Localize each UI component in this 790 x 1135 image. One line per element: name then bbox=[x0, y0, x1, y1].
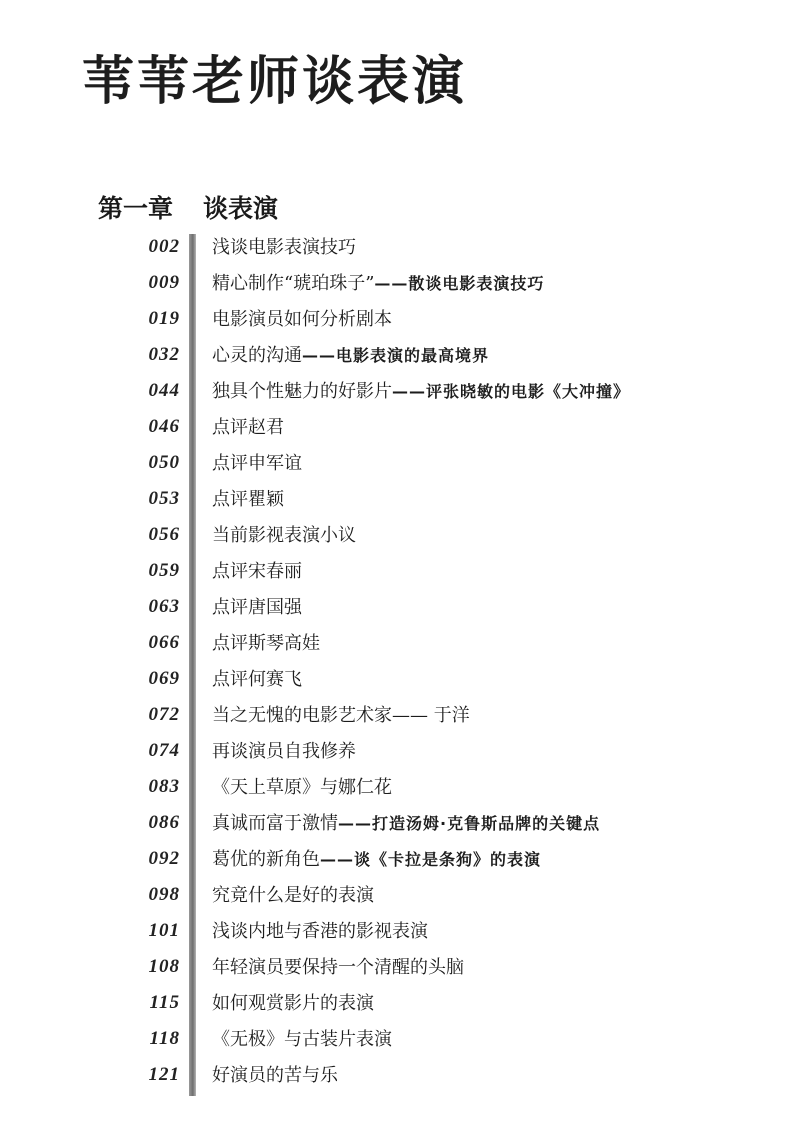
table-of-contents bbox=[0, 230, 790, 1094]
toc-entry[interactable] bbox=[0, 806, 790, 842]
toc-entry-text bbox=[212, 557, 302, 583]
toc-entry-title: 精心制作“琥珀珠子” bbox=[212, 273, 375, 294]
toc-page-number: 009 bbox=[148, 272, 180, 293]
toc-entry[interactable] bbox=[0, 482, 790, 518]
toc-entry-title: 点评申军谊 bbox=[212, 453, 302, 474]
toc-page-number: 074 bbox=[148, 740, 180, 761]
toc-entry-title: 点评何赛飞 bbox=[212, 669, 302, 690]
toc-entry[interactable] bbox=[0, 554, 790, 590]
toc-entry-text bbox=[212, 341, 489, 367]
toc-entry[interactable] bbox=[0, 230, 790, 266]
toc-entry[interactable] bbox=[0, 734, 790, 770]
toc-entry[interactable] bbox=[0, 986, 790, 1022]
toc-entry[interactable] bbox=[0, 518, 790, 554]
toc-page-number: 063 bbox=[148, 596, 180, 617]
toc-entry[interactable] bbox=[0, 302, 790, 338]
chapter-title: 谈表演 bbox=[203, 194, 279, 223]
toc-page-number: 050 bbox=[148, 452, 180, 473]
toc-entry-text bbox=[212, 449, 302, 475]
toc-entry[interactable] bbox=[0, 878, 790, 914]
toc-entry[interactable] bbox=[0, 626, 790, 662]
toc-entry-text bbox=[212, 989, 374, 1015]
toc-entry-text bbox=[212, 593, 302, 619]
toc-entry-title: 点评唐国强 bbox=[212, 597, 302, 618]
toc-entry-title: 真诚而富于激情 bbox=[212, 813, 338, 834]
book-title: 苇苇老师谈表演 bbox=[82, 52, 468, 112]
toc-entry[interactable] bbox=[0, 698, 790, 734]
toc-entry-text bbox=[212, 521, 356, 547]
toc-entry-text bbox=[212, 917, 428, 943]
toc-page-number: 032 bbox=[148, 344, 180, 365]
toc-page-number: 101 bbox=[148, 920, 180, 941]
toc-entry[interactable] bbox=[0, 590, 790, 626]
toc-entry-title: 好演员的苦与乐 bbox=[212, 1065, 338, 1086]
toc-entry-title: 再谈演员自我修养 bbox=[212, 741, 356, 762]
toc-entry-text bbox=[212, 1025, 392, 1051]
toc-entry-title: 点评瞿颖 bbox=[212, 489, 284, 510]
toc-entry-text bbox=[212, 233, 356, 259]
chapter-number: 第一章 bbox=[98, 194, 174, 223]
toc-entry-title: 点评宋春丽 bbox=[212, 561, 302, 582]
toc-entry-title: 浅谈电影表演技巧 bbox=[212, 237, 356, 258]
toc-entry-text bbox=[212, 629, 320, 655]
toc-entry[interactable] bbox=[0, 338, 790, 374]
toc-entry-text bbox=[212, 773, 392, 799]
toc-entry-title: 《天上草原》与娜仁花 bbox=[212, 777, 392, 798]
toc-page-number: 108 bbox=[148, 956, 180, 977]
toc-page-number: 046 bbox=[148, 416, 180, 437]
toc-page-number: 086 bbox=[148, 812, 180, 833]
toc-page-number: 083 bbox=[148, 776, 180, 797]
toc-entry[interactable] bbox=[0, 842, 790, 878]
toc-entry-title: 电影演员如何分析剧本 bbox=[212, 309, 392, 330]
toc-page-number: 002 bbox=[148, 236, 180, 257]
toc-entry-title: 独具个性魅力的好影片 bbox=[212, 381, 392, 402]
toc-entry-title: 《无极》与古装片表演 bbox=[212, 1029, 392, 1050]
toc-page-number: 044 bbox=[148, 380, 180, 401]
toc-entry-text bbox=[212, 953, 464, 979]
toc-page-number: 098 bbox=[148, 884, 180, 905]
toc-entry-title: 葛优的新角色 bbox=[212, 849, 320, 870]
toc-entry-subtitle: ——谈《卡拉是条狗》的表演 bbox=[320, 850, 542, 869]
toc-entry-text bbox=[212, 737, 356, 763]
toc-entry-text bbox=[212, 485, 284, 511]
toc-entry-title: 浅谈内地与香港的影视表演 bbox=[212, 921, 428, 942]
toc-entry-title: 当之无愧的电影艺术家—— 于洋 bbox=[212, 705, 470, 726]
toc-page-number: 059 bbox=[148, 560, 180, 581]
toc-page-number: 069 bbox=[148, 668, 180, 689]
toc-entry-subtitle: ——评张晓敏的电影《大冲撞》 bbox=[392, 382, 631, 401]
toc-page-number: 118 bbox=[149, 1028, 180, 1049]
toc-entry-text bbox=[212, 377, 630, 403]
chapter-heading bbox=[98, 196, 278, 221]
toc-entry-text bbox=[212, 881, 374, 907]
toc-entry-text bbox=[212, 845, 541, 871]
toc-entry-text bbox=[212, 269, 544, 295]
toc-page-number: 019 bbox=[148, 308, 180, 329]
toc-page-number: 056 bbox=[148, 524, 180, 545]
toc-page-number: 066 bbox=[148, 632, 180, 653]
toc-entry[interactable] bbox=[0, 662, 790, 698]
toc-entry-subtitle: ——打造汤姆·克鲁斯品牌的关键点 bbox=[338, 814, 601, 833]
toc-entry-title: 心灵的沟通 bbox=[212, 345, 302, 366]
toc-entry-text bbox=[212, 665, 302, 691]
toc-page-number: 072 bbox=[148, 704, 180, 725]
toc-entry-title: 究竟什么是好的表演 bbox=[212, 885, 374, 906]
toc-page-number: 115 bbox=[149, 992, 180, 1013]
toc-entry[interactable] bbox=[0, 1022, 790, 1058]
toc-entry-title: 点评赵君 bbox=[212, 417, 284, 438]
toc-entry-text bbox=[212, 1061, 338, 1087]
toc-entry-title: 当前影视表演小议 bbox=[212, 525, 356, 546]
toc-entry-text bbox=[212, 305, 392, 331]
toc-entry-text bbox=[212, 701, 470, 727]
toc-page-number: 053 bbox=[148, 488, 180, 509]
toc-entry-title: 年轻演员要保持一个清醒的头脑 bbox=[212, 957, 464, 978]
toc-entry[interactable] bbox=[0, 374, 790, 410]
toc-entry[interactable] bbox=[0, 1058, 790, 1094]
toc-page-number: 092 bbox=[148, 848, 180, 869]
toc-entry[interactable] bbox=[0, 446, 790, 482]
toc-entry-title: 如何观赏影片的表演 bbox=[212, 993, 374, 1014]
toc-entry-subtitle: ——电影表演的最高境界 bbox=[302, 346, 490, 365]
toc-entry[interactable] bbox=[0, 266, 790, 302]
toc-entry-subtitle: ——散谈电影表演技巧 bbox=[374, 274, 545, 293]
toc-entry-title: 点评斯琴高娃 bbox=[212, 633, 320, 654]
toc-page-number: 121 bbox=[148, 1064, 180, 1085]
toc-entry[interactable] bbox=[0, 950, 790, 986]
toc-entry[interactable] bbox=[0, 410, 790, 446]
toc-entry[interactable] bbox=[0, 770, 790, 806]
toc-entry-text bbox=[212, 413, 284, 439]
toc-entry-text bbox=[212, 809, 600, 835]
toc-entry[interactable] bbox=[0, 914, 790, 950]
